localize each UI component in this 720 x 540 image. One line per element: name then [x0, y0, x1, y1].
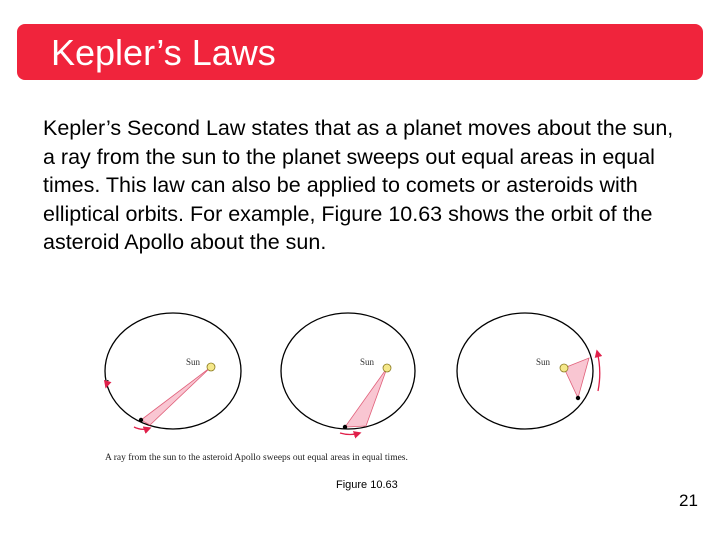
asteroid-icon-3 — [576, 396, 580, 400]
figure-10-63 — [100, 303, 610, 468]
slide-title: Kepler’s Laws — [51, 32, 276, 73]
slide-body-text: Kepler’s Second Law states that as a planet moves about the sun, a ray from the sun to the planet sweeps out equal areas in equal times. This law can also be applied to comets or asteroids with elliptical orbits. For example, Figure 10.63 shows the orbit of the asteroid Apollo about the sun. — [43, 116, 674, 255]
title-bar — [17, 24, 703, 80]
motion-arrow-2 — [340, 433, 360, 435]
asteroid-icon-1 — [139, 418, 143, 422]
figure-text: A ray from the sun to the asteroid Apollo sweeps out equal areas in equal times. — [105, 453, 408, 463]
sun-label-1: Sun — [186, 357, 201, 367]
sun-icon-1 — [207, 363, 215, 371]
orbit-panel-1 — [105, 313, 241, 429]
asteroid-icon-2 — [343, 425, 347, 429]
orbit-panel-3 — [457, 313, 600, 429]
sun-icon-3 — [560, 364, 568, 372]
swept-sector-2 — [345, 368, 387, 427]
swept-sector-3 — [564, 358, 589, 398]
sun-label-3: Sun — [536, 357, 551, 367]
sun-label-2: Sun — [360, 357, 375, 367]
orbit-ellipse-2 — [281, 313, 415, 429]
orbit-ellipse-1 — [105, 313, 241, 429]
orbit-panel-2 — [281, 313, 415, 435]
page-number: 21 — [679, 491, 698, 510]
figure-caption: Figure 10.63 — [336, 479, 398, 491]
motion-arrow-3 — [597, 351, 600, 391]
motion-arrow-1 — [134, 427, 150, 429]
sun-icon-2 — [383, 364, 391, 372]
orbit-diagram — [100, 303, 610, 468]
swept-sector-1 — [141, 367, 211, 425]
